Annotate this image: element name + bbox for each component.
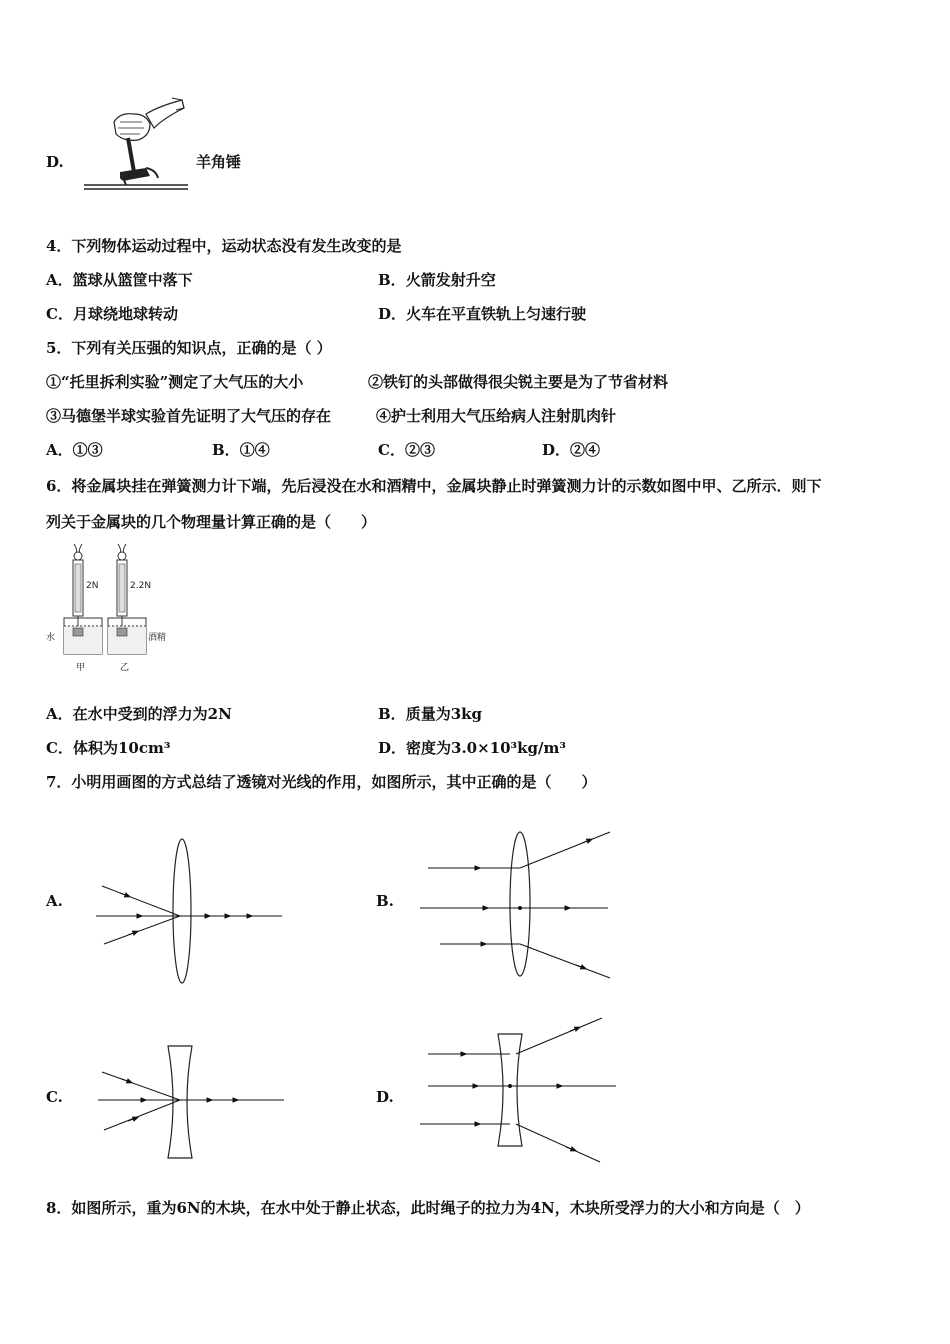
q4-option-b-text: 火箭发射升空 bbox=[405, 271, 496, 289]
q6-option-d bbox=[378, 738, 566, 758]
q6-option-a-label: A． bbox=[46, 705, 73, 723]
q5-option-b-text: ①④ bbox=[239, 441, 270, 459]
q6-stem-line2: 列关于金属块的几个物理量计算正确的是（ ） bbox=[46, 513, 377, 531]
q6-option-b bbox=[378, 704, 482, 724]
q4-option-c bbox=[46, 304, 178, 324]
q4-option-c-text: 月球绕地球转动 bbox=[72, 305, 178, 323]
q6-stem-line1: 6．将金属块挂在弹簧测力计下端，先后浸没在水和酒精中，金属块静止时弹簧测力计的示数如图中甲、乙所示．则下 bbox=[46, 477, 822, 495]
q4-option-d bbox=[378, 304, 586, 324]
q7-figure-a-convex-lens bbox=[92, 836, 292, 986]
q7-option-a-label: A. bbox=[46, 892, 63, 910]
reading-right: 2.2N bbox=[130, 581, 152, 591]
q6-option-d-text: 密度为3.0×10³kg/m³ bbox=[406, 739, 566, 757]
q7-option-b-label: B. bbox=[376, 892, 394, 910]
q6-option-c bbox=[46, 738, 170, 758]
q4-option-c-label: C． bbox=[46, 305, 73, 323]
q5-option-d bbox=[542, 440, 600, 460]
q4-option-b bbox=[378, 270, 496, 290]
q7-figure-d-concave-lens bbox=[416, 1014, 626, 1164]
q6-option-d-label: D． bbox=[378, 739, 407, 757]
q3-option-d-text: 羊角锤 bbox=[196, 153, 242, 171]
q7-figure-b-convex-lens bbox=[416, 828, 616, 978]
q5-statement-3: ③马德堡半球实验首先证明了大气压的存在 bbox=[46, 407, 332, 425]
q6-option-c-text: 体积为10cm³ bbox=[72, 739, 171, 757]
q7-figure-c-concave-lens bbox=[92, 1044, 292, 1164]
q4-option-d-label: D． bbox=[378, 305, 407, 323]
q5-option-d-label: D． bbox=[542, 441, 571, 459]
q6-option-a-text: 在水中受到的浮力为2N bbox=[72, 705, 232, 723]
q5-option-a-text: ①③ bbox=[72, 441, 103, 459]
q5-option-b-label: B． bbox=[212, 441, 240, 459]
q5-option-c bbox=[378, 440, 435, 460]
q7-option-c-label: C. bbox=[46, 1088, 63, 1106]
q5-option-a bbox=[46, 440, 103, 460]
q5-statement-1: ①“托里拆利实验”测定了大气压的大小 bbox=[46, 373, 304, 391]
q5-option-c-text: ②③ bbox=[404, 441, 435, 459]
q6-option-b-text: 质量为3kg bbox=[405, 705, 483, 723]
q4-option-d-text: 火车在平直铁轨上匀速行驶 bbox=[406, 305, 587, 323]
spring-scale-figure bbox=[44, 542, 174, 674]
q5-option-c-label: C． bbox=[378, 441, 405, 459]
q4-option-b-label: B． bbox=[378, 271, 406, 289]
caption-right: 乙 bbox=[120, 663, 130, 673]
q3-option-d-label: D. bbox=[46, 153, 64, 171]
q5-option-b bbox=[212, 440, 270, 460]
liquid-right: 酒精 bbox=[148, 633, 167, 643]
q4-option-a bbox=[46, 270, 193, 290]
q5-statement-2: ②铁钉的头部做得很尖锐主要是为了节省材料 bbox=[368, 373, 669, 391]
q6-option-a bbox=[46, 704, 232, 724]
q5-option-a-label: A． bbox=[46, 441, 73, 459]
q4-stem: 4．下列物体运动过程中，运动状态没有发生改变的是 bbox=[46, 237, 402, 255]
q8-stem: 8．如图所示，重为6N的木块，在水中处于静止状态，此时绳子的拉力为4N，木块所受浮力的大小和方向是（ ） bbox=[46, 1199, 810, 1217]
q4-option-a-label: A． bbox=[46, 271, 73, 289]
spring-scale-left bbox=[64, 544, 102, 654]
caption-left: 甲 bbox=[76, 663, 86, 673]
q6-option-c-label: C． bbox=[46, 739, 73, 757]
q6-option-b-label: B． bbox=[378, 705, 406, 723]
q5-stem: 5．下列有关压强的知识点，正确的是（ ） bbox=[46, 339, 332, 357]
q5-statement-4: ④护士利用大气压给病人注射肌肉针 bbox=[376, 407, 617, 425]
spring-scale-right bbox=[108, 544, 146, 654]
claw-hammer-figure bbox=[84, 96, 196, 194]
q5-option-d-text: ②④ bbox=[570, 441, 601, 459]
reading-left: 2N bbox=[86, 581, 99, 591]
q7-option-d-label: D. bbox=[376, 1088, 394, 1106]
q7-stem: 7．小明用画图的方式总结了透镜对光线的作用，如图所示，其中正确的是（ ） bbox=[46, 773, 597, 791]
liquid-left: 水 bbox=[46, 633, 56, 643]
q4-option-a-text: 篮球从篮筐中落下 bbox=[72, 271, 193, 289]
